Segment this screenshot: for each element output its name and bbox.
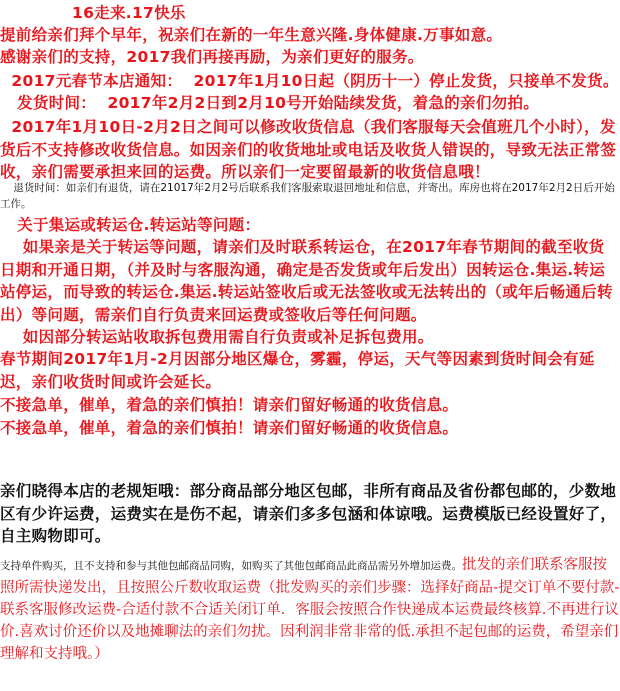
greeting-line: 提前给亲们拜个早年，祝亲们在新的一年生意兴隆.身体健康.万事如意。 — [0, 26, 503, 44]
caution-line-2: 不接急单，催单，着急的亲们慎拍！请亲们留好畅通的收货信息。 — [0, 419, 459, 437]
transfer-body: 如果亲是关于转运等问题，请亲们及时联系转运仓，在2017年春节期间的截至收货日期和开通日期，（并及时与客服沟通，确定是否发货或年后发出）因转运仓.集运.转运站停运，而导致的转运仓.集运.转运站签收后或无法签收或无法转出的（或年后畅通后转出）等问题，需亲们自行负责来回运费或签收后等任何问题。 — [0, 238, 613, 324]
return-note: 退货时间：如亲们有退货，请在21017年2月2号后联系我们客服索取退回地址和信息，并寄出。库房也将在2017年2月2日后开始工作。 — [0, 182, 615, 210]
caution-line-1: 不接急单，催单，着急的亲们慎拍！请亲们留好畅通的收货信息。 — [0, 396, 459, 414]
spring-festival-notice: 2017元春节本店通知： 2017年1月10日起（阴历十一）停止发货，只接单不发货。 — [0, 72, 619, 90]
transfer-title: 关于集运或转运仓.转运站等问题： — [0, 216, 261, 234]
transfer-repack-note: 如因部分转运站收取拆包费用需自行负责或补足拆包费用。 — [0, 328, 434, 346]
single-item-note: 支持单件购买，且不支持和参与其他包邮商品同购，如购买了其他包邮商品此商品需另外增加运费。 — [0, 560, 462, 572]
wholesale-note: 批发的亲们联系客服按照所需快递发出，且按照公斤数收取运费（批发购买的亲们步骤：选择好商品-提交订单不要付款-联系客服修改运费-合适付款不合适关闭订单．客服会按照合作快递成本运费最终核算.不再进行议价.喜欢讨价还价以及地摊聊法的亲们勿扰。因利润非常非常的低.承担不起包邮的运费，希望亲们理解和支持哦。） — [0, 557, 620, 662]
shipping-time-notice: 发货时间： 2017年2月2日到2月10号开始陆续发货，着急的亲们勿拍。 — [0, 94, 540, 112]
notice-title: 16走来.17快乐 — [72, 4, 186, 22]
address-change-notice: 2017年1月10日-2月2日之间可以修改收货信息（我们客服每天会值班几个小时），发货后不支持修改收货信息。如因亲们的收货地址或电话及收货人错误的，导致无法正常签收，亲们需要承担来回的运费。所以亲们一定要留最新的收货信息哦！ — [0, 118, 617, 181]
thanks-line: 感谢亲们的支持，2017我们再接再励，为亲们更好的服务。 — [0, 48, 424, 66]
purchase-notes — [0, 554, 620, 665]
shipping-rules: 亲们晓得本店的老规矩哦：部分商品部分地区包邮，非所有商品及省份都包邮的，少数地区有少许运费，运费实在是伤不起，请亲们多多包涵和体谅哦。运费模版已经设置好了，自主购物即可。 — [0, 482, 617, 545]
holiday-delay-notice: 春节期间2017年1月-2月因部分地区爆仓，雾霾，停运，天气等因素到货时间会有延迟，亲们收货时间或许会延长。 — [0, 350, 595, 391]
